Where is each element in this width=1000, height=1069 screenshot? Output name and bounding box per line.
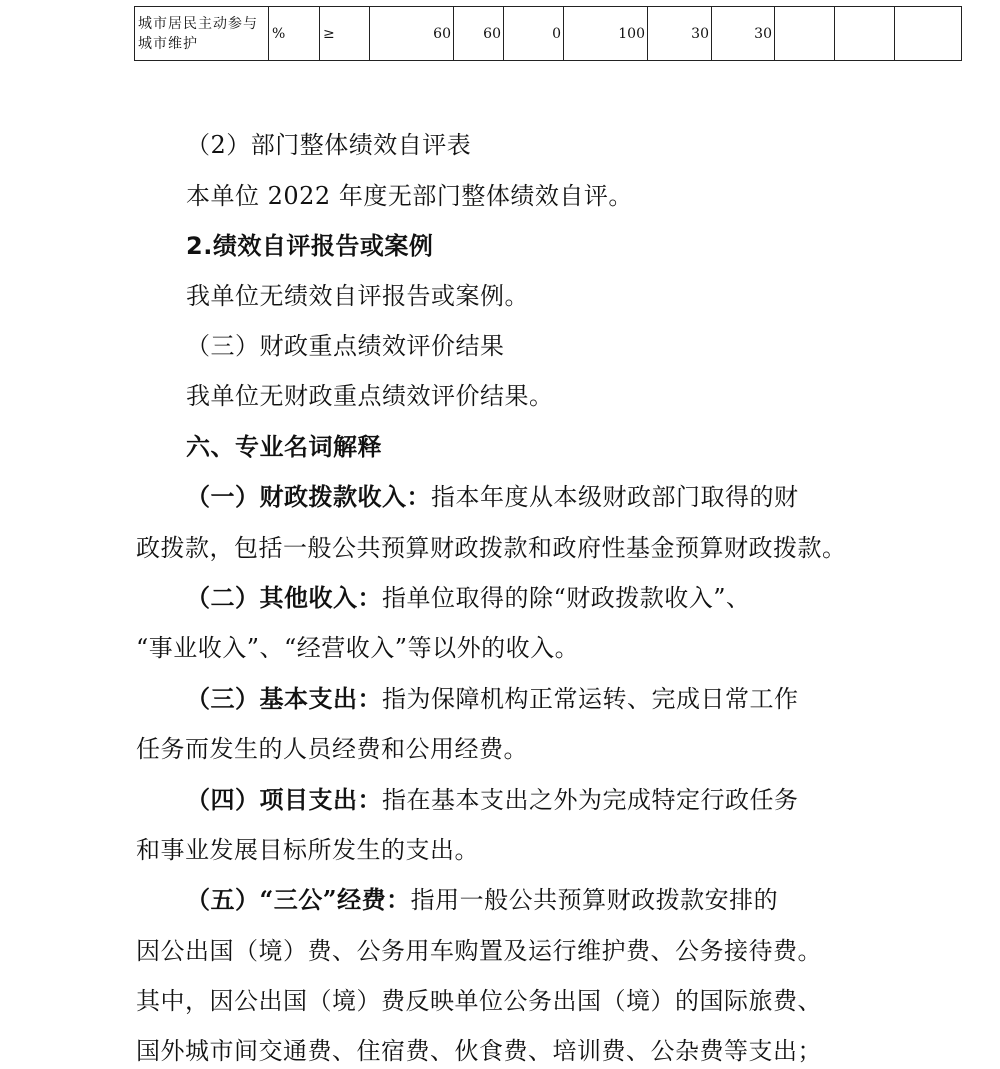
definition-term: （三）基本支出：: [186, 684, 382, 713]
value-cell: 30: [712, 7, 775, 61]
definition-text: 指单位取得的除“财政拨款收入”、: [382, 584, 751, 612]
operator-cell: ≥: [320, 7, 370, 61]
table-row: [135, 7, 962, 61]
value-cell: 100: [564, 7, 648, 61]
definition-line: [186, 785, 799, 815]
definition-continuation: 国外城市间交通费、住宿费、伙食费、培训费、公杂费等支出；: [136, 1037, 822, 1065]
section-heading-reports: 2.绩效自评报告或案例: [186, 232, 434, 260]
definition-line: [186, 885, 778, 915]
definition-continuation: 政拨款，包括一般公共预算财政拨款和政府性基金预算财政拨款。: [136, 534, 847, 562]
empty-cell: [895, 7, 962, 61]
empty-cell: [775, 7, 835, 61]
definition-continuation: 其中，因公出国（境）费反映单位公务出国（境）的国际旅费、: [136, 987, 822, 1015]
definition-text: 指本年度从本级财政部门取得的财: [431, 483, 799, 511]
definition-text: 指为保障机构正常运转、完成日常工作: [382, 685, 799, 713]
value-cell: 60: [454, 7, 504, 61]
empty-cell: [835, 7, 895, 61]
definition-line: [186, 684, 799, 714]
value-cell: 60: [370, 7, 454, 61]
definition-continuation: 因公出国（境）费、公务用车购置及运行维护费、公务接待费。: [136, 937, 822, 965]
definition-term: （五）“三公”经费：: [186, 885, 411, 914]
definition-continuation: 和事业发展目标所发生的支出。: [136, 836, 479, 864]
section-heading-glossary: 六、专业名词解释: [186, 433, 382, 461]
indicator-name-cell: 城市居民主动参与城市维护: [135, 7, 269, 61]
paragraph: 我单位无财政重点绩效评价结果。: [186, 382, 554, 410]
unit-cell: %: [269, 7, 320, 61]
value-cell: 0: [504, 7, 564, 61]
definition-continuation: 任务而发生的人员经费和公用经费。: [136, 735, 528, 763]
section-heading-dept-self-eval: （2）部门整体绩效自评表: [186, 131, 472, 159]
value-cell: 30: [648, 7, 712, 61]
definition-text: 指用一般公共预算财政拨款安排的: [410, 886, 779, 914]
definition-term: （一）财政拨款收入：: [186, 482, 431, 511]
performance-indicator-table: [134, 6, 962, 61]
definition-line: [186, 583, 751, 613]
definition-continuation: “事业收入”、“经营收入”等以外的收入。: [136, 634, 580, 662]
section-heading-key-eval: （三）财政重点绩效评价结果: [186, 332, 505, 360]
paragraph: 我单位无绩效自评报告或案例。: [186, 282, 529, 310]
definition-text: 指在基本支出之外为完成特定行政任务: [382, 786, 799, 814]
definition-term: （二）其他收入：: [186, 583, 382, 612]
definition-line: [186, 482, 799, 512]
paragraph: 本单位 2022 年度无部门整体绩效自评。: [186, 182, 633, 210]
definition-term: （四）项目支出：: [186, 785, 382, 814]
